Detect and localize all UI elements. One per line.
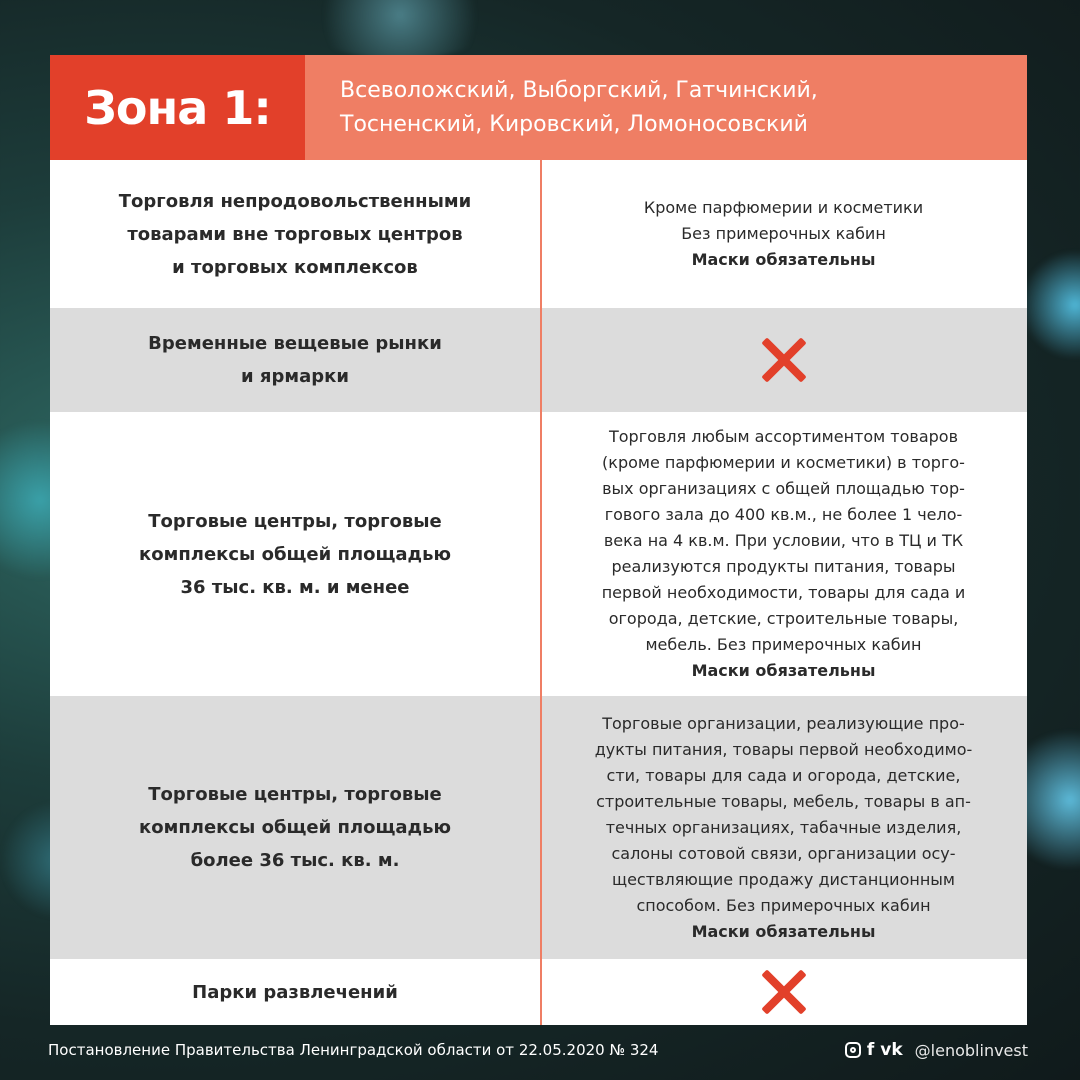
category-cell — [50, 696, 540, 959]
prohibited-cross-icon — [760, 336, 808, 384]
zone-title-box — [50, 55, 305, 160]
condition-line: салоны сотовой связи, организации осу- — [611, 843, 956, 863]
condition-line: вых организациях с общей площадью тор- — [602, 479, 965, 498]
condition-line: Торговые организации, реализующие про- — [602, 713, 965, 733]
condition-line: гового зала до 400 кв.м., не более 1 чело- — [604, 505, 963, 524]
condition-line: сти, товары для сада и огорода, детские, — [606, 765, 961, 785]
column-divider — [540, 160, 542, 1025]
condition-cell — [540, 160, 1027, 308]
districts-box — [305, 55, 1027, 160]
instagram-icon[interactable] — [845, 1042, 861, 1058]
category-line: и ярмарки — [241, 366, 349, 387]
condition-line: (кроме парфюмерии и косметики) в торго- — [602, 453, 965, 472]
category-line: 36 тыс. кв. м. и менее — [180, 576, 410, 598]
category-line: Парки развлечений — [192, 981, 398, 1003]
background-virus-blob — [300, 0, 500, 60]
table-row — [50, 308, 1027, 412]
condition-cell — [540, 412, 1027, 696]
table-row — [50, 696, 1027, 959]
table-row — [50, 412, 1027, 696]
zone-header — [50, 55, 1027, 160]
condition-line: огорода, детские, строительные товары, — [608, 609, 959, 628]
category-line: комплексы общей площадью — [139, 543, 451, 565]
category-line: Торговые центры, торговые — [148, 510, 442, 532]
districts-line: Тосненский, Кировский, Ломоносовский — [340, 111, 808, 137]
account-handle[interactable]: @lenoblinvest — [914, 1040, 1028, 1060]
condition-line: ществляющие продажу дистанционным — [612, 869, 955, 889]
condition-cell — [540, 959, 1027, 1025]
condition-line: мебель. Без примерочных кабин — [645, 635, 922, 654]
decree-reference: Постановление Правительства Ленинградской области от 22.05.2020 № 324 — [48, 1041, 659, 1059]
condition-cell — [540, 308, 1027, 412]
background-virus-blob — [1020, 250, 1080, 360]
zone-title: Зона 1: — [84, 80, 271, 135]
masks-required-note: Маски обязательны — [691, 921, 876, 941]
category-line: более 36 тыс. кв. м. — [190, 850, 400, 871]
social-footer — [845, 1040, 1028, 1060]
category-line: Торговые центры, торговые — [148, 784, 442, 805]
rules-card — [50, 55, 1027, 1025]
condition-line: строительные товары, мебель, товары в ап- — [596, 791, 971, 811]
prohibited-cross-icon — [760, 968, 808, 1016]
category-line: товарами вне торговых центров — [127, 223, 463, 245]
category-line: и торговых комплексов — [172, 256, 418, 278]
condition-line: первой необходимости, товары для сада и — [601, 583, 966, 602]
condition-line: Кроме парфюмерии и косметики — [643, 198, 924, 217]
table-row — [50, 160, 1027, 308]
condition-line: Без примерочных кабин — [681, 224, 886, 243]
masks-required-note: Маски обязательны — [691, 250, 876, 269]
condition-line: течных организациях, табачные изделия, — [605, 817, 962, 837]
table-row — [50, 959, 1027, 1025]
condition-line: дукты питания, товары первой необходимо- — [594, 739, 973, 759]
condition-line: века на 4 кв.м. При условии, что в ТЦ и ТК — [603, 531, 964, 550]
category-line: Торговля непродовольственными — [118, 190, 472, 212]
condition-line: реализуются продукты питания, товары — [611, 557, 956, 576]
condition-cell — [540, 696, 1027, 959]
condition-line: способом. Без примерочных кабин — [636, 895, 931, 915]
vk-icon[interactable]: vk — [880, 1040, 903, 1060]
category-cell — [50, 412, 540, 696]
condition-line: Торговля любым ассортиментом товаров — [608, 427, 959, 446]
facebook-icon[interactable]: f — [866, 1040, 875, 1060]
districts-line: Всеволожский, Выборгский, Гатчинский, — [340, 77, 818, 103]
category-cell — [50, 308, 540, 412]
category-line: Временные вещевые рынки — [148, 333, 442, 354]
category-line: комплексы общей площадью — [139, 817, 451, 838]
category-cell — [50, 160, 540, 308]
category-cell — [50, 959, 540, 1025]
masks-required-note: Маски обязательны — [691, 661, 876, 680]
